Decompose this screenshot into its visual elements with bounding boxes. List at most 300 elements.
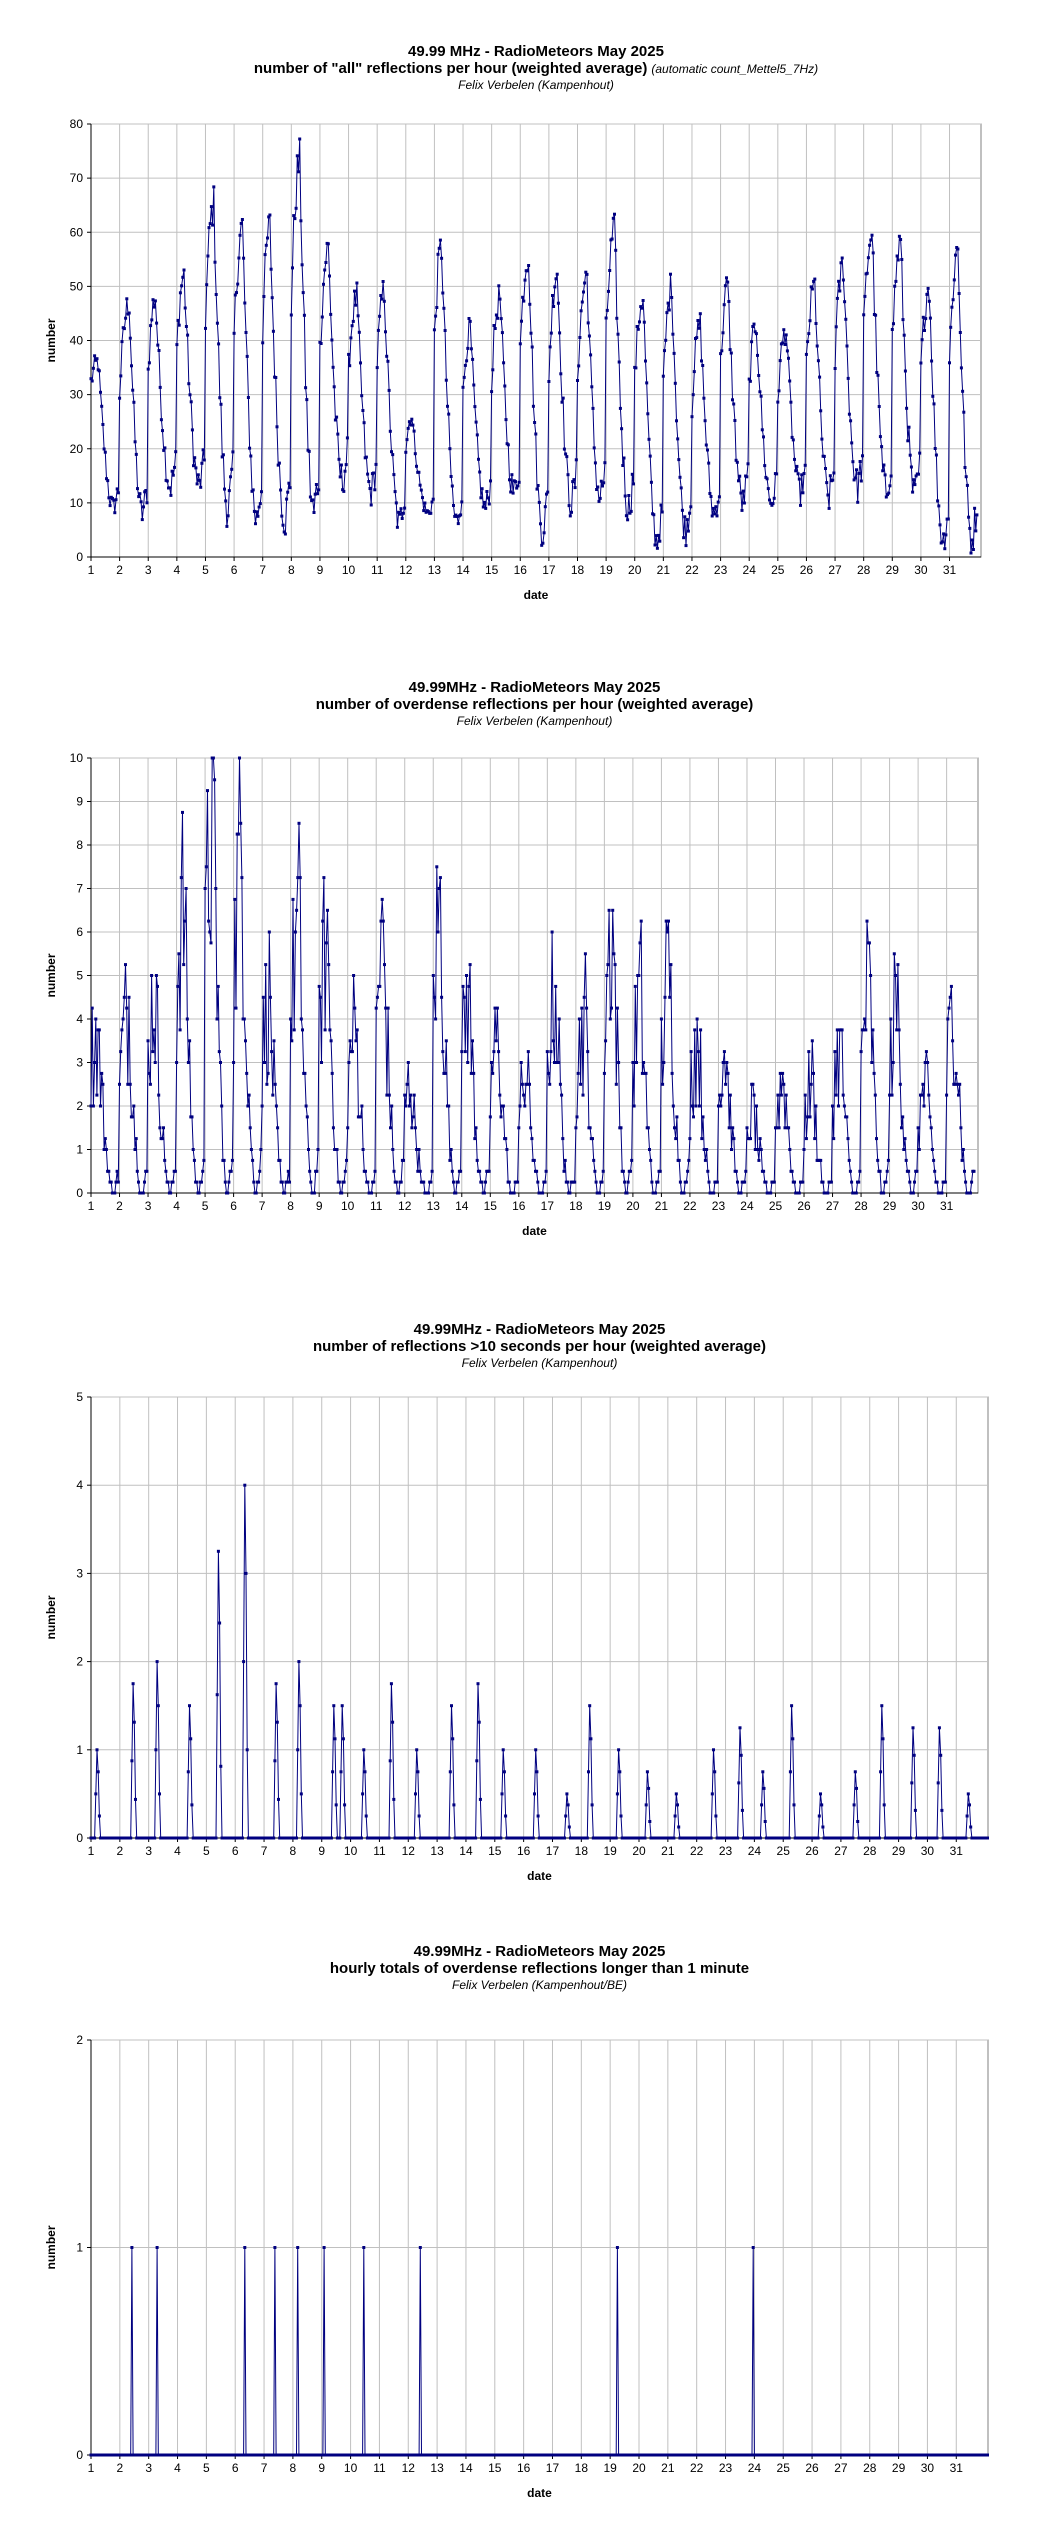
data-point bbox=[473, 1137, 476, 1140]
data-point bbox=[219, 1061, 222, 1064]
data-point bbox=[125, 1007, 128, 1010]
data-point bbox=[124, 963, 127, 966]
data-point bbox=[856, 1820, 859, 1823]
data-point bbox=[338, 458, 341, 461]
data-point bbox=[752, 2246, 755, 2249]
data-point bbox=[761, 1770, 764, 1773]
data-point bbox=[782, 328, 785, 331]
data-point bbox=[295, 909, 298, 912]
data-point bbox=[620, 1815, 623, 1818]
chart-title: 49.99MHz - RadioMeteors May 2025 bbox=[408, 679, 661, 696]
data-point bbox=[591, 1137, 594, 1140]
data-point bbox=[513, 1192, 516, 1195]
data-point bbox=[238, 757, 241, 760]
data-point bbox=[962, 411, 965, 414]
data-point bbox=[166, 480, 169, 483]
x-tick-label: 22 bbox=[685, 563, 699, 577]
data-point bbox=[863, 295, 866, 298]
data-point bbox=[804, 1094, 807, 1097]
data-point bbox=[210, 205, 213, 208]
data-point bbox=[503, 1770, 506, 1773]
data-point bbox=[326, 909, 329, 912]
data-point bbox=[460, 1050, 463, 1053]
data-point bbox=[493, 324, 496, 327]
data-point bbox=[344, 470, 347, 473]
data-point bbox=[146, 501, 149, 504]
data-point bbox=[242, 1660, 245, 1663]
data-point bbox=[847, 377, 850, 380]
data-point bbox=[577, 1072, 580, 1075]
data-point bbox=[137, 495, 140, 498]
data-point bbox=[677, 1826, 680, 1829]
data-point bbox=[786, 349, 789, 352]
data-point bbox=[161, 429, 164, 432]
data-point bbox=[707, 462, 710, 465]
data-point bbox=[489, 1115, 492, 1118]
data-point bbox=[809, 319, 812, 322]
x-tick-label: 3 bbox=[145, 1844, 153, 1858]
data-point bbox=[554, 985, 557, 988]
data-point bbox=[785, 1094, 788, 1097]
data-point bbox=[702, 397, 705, 400]
data-point bbox=[134, 440, 137, 443]
data-point bbox=[729, 1094, 732, 1097]
data-point bbox=[649, 1159, 652, 1162]
data-point bbox=[548, 1083, 551, 1086]
data-point bbox=[136, 1170, 139, 1173]
data-point bbox=[956, 248, 959, 251]
data-point bbox=[104, 451, 107, 454]
data-point bbox=[847, 1137, 850, 1140]
data-point bbox=[256, 515, 259, 518]
data-point bbox=[623, 457, 626, 460]
data-point bbox=[780, 1094, 783, 1097]
data-point bbox=[437, 931, 440, 934]
data-point bbox=[664, 996, 667, 999]
x-tick-label: 5 bbox=[203, 2461, 210, 2475]
data-point bbox=[586, 1837, 589, 1840]
data-point bbox=[434, 315, 437, 318]
data-point bbox=[822, 1181, 825, 1184]
data-point bbox=[948, 361, 951, 364]
y-axis-label: number bbox=[44, 2225, 58, 2270]
data-point bbox=[705, 1148, 708, 1151]
x-tick-label: 29 bbox=[885, 563, 899, 577]
data-point bbox=[261, 1105, 264, 1108]
data-point bbox=[488, 1170, 491, 1173]
data-point bbox=[247, 396, 250, 399]
data-point bbox=[189, 1737, 192, 1740]
data-point bbox=[252, 488, 255, 491]
data-point bbox=[552, 305, 555, 308]
data-point bbox=[894, 974, 897, 977]
data-point bbox=[559, 1083, 562, 1086]
data-point bbox=[936, 1181, 939, 1184]
data-point bbox=[519, 342, 522, 345]
data-point bbox=[439, 876, 442, 879]
data-point bbox=[242, 257, 245, 260]
data-point bbox=[896, 255, 899, 258]
x-tick-label: 8 bbox=[287, 1199, 294, 1213]
data-point bbox=[290, 1039, 293, 1042]
data-point bbox=[589, 1126, 592, 1129]
data-point bbox=[243, 2246, 246, 2249]
x-tick-label: 9 bbox=[316, 563, 324, 577]
data-point bbox=[805, 353, 808, 356]
data-point bbox=[384, 330, 387, 333]
x-tick-label: 12 bbox=[398, 1199, 412, 1213]
data-point bbox=[130, 364, 133, 367]
data-point bbox=[471, 358, 474, 361]
data-point bbox=[760, 1803, 763, 1806]
data-point bbox=[457, 1181, 460, 1184]
y-tick-label: 40 bbox=[69, 333, 83, 348]
x-tick-label: 17 bbox=[545, 1844, 560, 1858]
data-point bbox=[791, 1170, 794, 1173]
data-point bbox=[235, 291, 238, 294]
data-point bbox=[928, 300, 931, 303]
data-point bbox=[413, 1094, 416, 1097]
data-point bbox=[889, 1018, 892, 1021]
data-point bbox=[451, 1737, 454, 1740]
x-tick-label: 19 bbox=[597, 1199, 612, 1213]
data-point bbox=[289, 486, 292, 489]
data-point bbox=[483, 1192, 486, 1195]
data-point bbox=[737, 479, 740, 482]
data-point bbox=[288, 1181, 291, 1184]
data-point bbox=[308, 450, 311, 453]
x-tick-label: 21 bbox=[654, 1199, 669, 1213]
data-point bbox=[470, 347, 473, 350]
data-point bbox=[637, 328, 640, 331]
y-tick-label: 50 bbox=[69, 279, 83, 294]
data-point bbox=[826, 1192, 829, 1195]
data-point bbox=[303, 1072, 306, 1075]
data-point bbox=[364, 1770, 367, 1773]
data-point bbox=[270, 268, 273, 271]
data-point bbox=[631, 473, 634, 476]
data-point bbox=[664, 339, 667, 342]
chart-subtitle-main: number of overdense reflections per hour (weighted average) bbox=[315, 696, 754, 713]
data-point bbox=[726, 281, 729, 284]
data-point bbox=[432, 498, 435, 501]
data-point bbox=[172, 1181, 175, 1184]
x-tick-label: 31 bbox=[942, 563, 957, 577]
x-tick-label: 11 bbox=[373, 2461, 386, 2475]
data-point bbox=[173, 466, 176, 469]
data-point bbox=[920, 1094, 923, 1097]
data-point bbox=[860, 1050, 863, 1053]
data-point bbox=[845, 1115, 848, 1118]
data-point bbox=[278, 462, 281, 465]
data-point bbox=[787, 357, 790, 360]
data-point bbox=[768, 499, 771, 502]
data-point bbox=[477, 1682, 480, 1685]
data-point bbox=[816, 345, 819, 348]
data-point bbox=[154, 1748, 157, 1751]
data-point bbox=[475, 1126, 478, 1129]
data-point bbox=[441, 1050, 444, 1053]
data-point bbox=[536, 488, 539, 491]
data-point bbox=[848, 1159, 851, 1162]
data-point bbox=[322, 283, 325, 286]
data-point bbox=[962, 1148, 965, 1151]
data-point bbox=[96, 357, 99, 360]
data-point bbox=[613, 213, 616, 216]
data-point bbox=[522, 1094, 525, 1097]
data-point bbox=[820, 1803, 823, 1806]
data-point bbox=[451, 485, 454, 488]
data-point bbox=[617, 1061, 620, 1064]
data-point bbox=[964, 1837, 967, 1840]
data-point bbox=[494, 327, 497, 330]
data-point bbox=[541, 1192, 544, 1195]
y-tick-label: 80 bbox=[69, 117, 83, 131]
data-point bbox=[363, 421, 366, 424]
data-point bbox=[297, 170, 300, 173]
data-point bbox=[923, 329, 926, 332]
data-point bbox=[935, 454, 938, 457]
data-point bbox=[180, 876, 183, 879]
data-point bbox=[627, 1181, 630, 1184]
data-point bbox=[274, 1083, 277, 1086]
data-point bbox=[433, 996, 436, 999]
data-point bbox=[220, 1105, 223, 1108]
data-point bbox=[533, 1792, 536, 1795]
data-point bbox=[568, 1826, 571, 1829]
data-point bbox=[669, 273, 672, 276]
data-point bbox=[296, 154, 299, 157]
data-point bbox=[876, 1159, 879, 1162]
data-point bbox=[389, 1126, 392, 1129]
chart-subtitle-main: hourly totals of overdense reflections longer than 1 minute bbox=[329, 1960, 750, 1977]
data-point bbox=[538, 501, 541, 504]
data-point bbox=[804, 464, 807, 467]
data-point bbox=[811, 1039, 814, 1042]
data-point bbox=[501, 1792, 504, 1795]
data-point bbox=[527, 1050, 530, 1053]
data-point bbox=[495, 314, 498, 317]
data-point bbox=[257, 1181, 260, 1184]
y-tick-label: 0 bbox=[76, 1831, 83, 1845]
data-point bbox=[871, 234, 874, 237]
data-point bbox=[634, 366, 637, 369]
data-point bbox=[927, 287, 930, 290]
data-point bbox=[154, 299, 157, 302]
x-tick-label: 21 bbox=[661, 1844, 675, 1858]
x-tick-label: 16 bbox=[516, 2461, 531, 2475]
y-tick-label: 2 bbox=[76, 2033, 83, 2047]
data-point bbox=[745, 475, 748, 478]
data-point bbox=[750, 340, 753, 343]
data-point bbox=[283, 1192, 286, 1195]
data-point bbox=[773, 497, 776, 500]
data-point bbox=[968, 527, 971, 530]
data-point bbox=[693, 370, 696, 373]
y-tick-label: 5 bbox=[76, 968, 83, 983]
data-point bbox=[566, 1181, 569, 1184]
data-point bbox=[760, 395, 763, 398]
data-point bbox=[377, 329, 380, 332]
data-point bbox=[541, 542, 544, 545]
data-point bbox=[490, 1061, 493, 1064]
data-point bbox=[99, 391, 102, 394]
x-tick-label: 1 bbox=[87, 1199, 95, 1213]
data-point bbox=[431, 1170, 434, 1173]
x-tick-label: 28 bbox=[856, 563, 871, 577]
data-point bbox=[763, 1787, 766, 1790]
data-point bbox=[332, 1704, 335, 1707]
data-point bbox=[218, 396, 221, 399]
data-point bbox=[113, 511, 116, 514]
data-point bbox=[585, 1007, 588, 1010]
data-point bbox=[390, 1105, 393, 1108]
y-tick-label: 0 bbox=[76, 2448, 83, 2462]
data-point bbox=[394, 490, 397, 493]
data-point bbox=[472, 384, 475, 387]
data-point bbox=[836, 297, 839, 300]
data-point bbox=[388, 1094, 391, 1097]
data-point bbox=[917, 473, 920, 476]
data-point bbox=[372, 472, 375, 475]
chart-subtitle bbox=[316, 696, 754, 713]
data-point bbox=[835, 1094, 838, 1097]
data-point bbox=[240, 222, 243, 225]
data-point bbox=[646, 412, 649, 415]
data-point bbox=[206, 255, 209, 258]
data-point bbox=[929, 1115, 932, 1118]
data-point bbox=[239, 234, 242, 237]
data-point bbox=[250, 1148, 253, 1151]
data-point bbox=[824, 467, 827, 470]
chart-author: Felix Verbelen (Kampenhout/BE) bbox=[452, 1978, 627, 1992]
data-point bbox=[441, 292, 444, 295]
data-point bbox=[343, 1181, 346, 1184]
data-point bbox=[532, 405, 535, 408]
data-point bbox=[575, 458, 578, 461]
data-point bbox=[574, 1126, 577, 1129]
chart-title: 49.99 MHz - RadioMeteors May 2025 bbox=[408, 43, 664, 60]
data-point bbox=[736, 461, 739, 464]
x-tick-label: 10 bbox=[341, 1199, 355, 1213]
data-point bbox=[450, 475, 453, 478]
data-point bbox=[422, 1181, 425, 1184]
data-point bbox=[878, 405, 881, 408]
data-point bbox=[910, 1781, 913, 1784]
data-point bbox=[760, 1148, 763, 1151]
data-point bbox=[561, 401, 564, 404]
data-point bbox=[438, 887, 441, 890]
data-point bbox=[153, 1837, 156, 1840]
x-tick-label: 12 bbox=[401, 1844, 415, 1858]
x-tick-label: 11 bbox=[369, 1199, 383, 1213]
data-point bbox=[660, 504, 663, 507]
data-point bbox=[296, 1748, 299, 1751]
y-tick-label: 2 bbox=[76, 1099, 83, 1113]
data-point bbox=[135, 1137, 138, 1140]
x-tick-label: 6 bbox=[231, 1844, 239, 1858]
data-point bbox=[649, 455, 652, 458]
data-point bbox=[245, 331, 248, 334]
data-point bbox=[317, 488, 320, 491]
data-point bbox=[308, 1170, 311, 1173]
data-point bbox=[654, 1192, 657, 1195]
data-point bbox=[147, 368, 150, 371]
data-point bbox=[887, 492, 890, 495]
x-tick-label: 26 bbox=[805, 2461, 819, 2475]
data-point bbox=[391, 1148, 394, 1151]
x-tick-label: 10 bbox=[341, 563, 356, 577]
y-tick-label: 3 bbox=[76, 1566, 83, 1581]
data-point bbox=[893, 952, 896, 955]
x-tick-label: 17 bbox=[540, 1199, 555, 1213]
data-point bbox=[477, 458, 480, 461]
data-point bbox=[859, 460, 862, 463]
data-point bbox=[587, 321, 590, 324]
x-tick-label: 28 bbox=[863, 2461, 877, 2475]
data-point bbox=[785, 333, 788, 336]
data-point bbox=[545, 1170, 548, 1173]
x-tick-label: 25 bbox=[776, 1844, 790, 1858]
data-point bbox=[400, 507, 403, 510]
data-point bbox=[934, 447, 937, 450]
data-point bbox=[807, 332, 810, 335]
data-point bbox=[447, 1105, 450, 1108]
chart-subtitle bbox=[254, 60, 818, 77]
data-point bbox=[180, 284, 183, 287]
data-point bbox=[155, 974, 158, 977]
data-point bbox=[647, 1126, 650, 1129]
data-point bbox=[237, 257, 240, 260]
data-point bbox=[686, 1170, 689, 1173]
data-point bbox=[315, 483, 318, 486]
data-point bbox=[958, 1083, 961, 1086]
data-point bbox=[944, 1181, 947, 1184]
data-point bbox=[948, 1007, 951, 1010]
data-point bbox=[181, 276, 184, 279]
data-point bbox=[427, 1192, 430, 1195]
data-point bbox=[507, 443, 510, 446]
data-point bbox=[807, 1050, 810, 1053]
data-point bbox=[488, 503, 491, 506]
data-point bbox=[717, 501, 720, 504]
data-point bbox=[148, 361, 151, 364]
data-point bbox=[232, 1061, 235, 1064]
data-point bbox=[661, 511, 664, 514]
data-point bbox=[258, 506, 261, 509]
data-point bbox=[759, 1837, 762, 1840]
data-point bbox=[214, 261, 217, 264]
data-point bbox=[763, 464, 766, 467]
data-point bbox=[565, 455, 568, 458]
data-point bbox=[172, 474, 175, 477]
data-point bbox=[478, 1170, 481, 1173]
x-tick-label: 31 bbox=[939, 1199, 954, 1213]
data-point bbox=[690, 1050, 693, 1053]
data-point bbox=[879, 1770, 882, 1773]
data-point bbox=[691, 1105, 694, 1108]
data-point bbox=[755, 332, 758, 335]
data-point bbox=[330, 1837, 333, 1840]
data-point bbox=[747, 462, 750, 465]
x-axis-label: date bbox=[523, 588, 549, 602]
data-point bbox=[479, 496, 482, 499]
data-point bbox=[524, 279, 527, 282]
data-point bbox=[681, 509, 684, 512]
data-point bbox=[220, 403, 223, 406]
data-point bbox=[528, 1083, 531, 1086]
data-point bbox=[801, 491, 804, 494]
